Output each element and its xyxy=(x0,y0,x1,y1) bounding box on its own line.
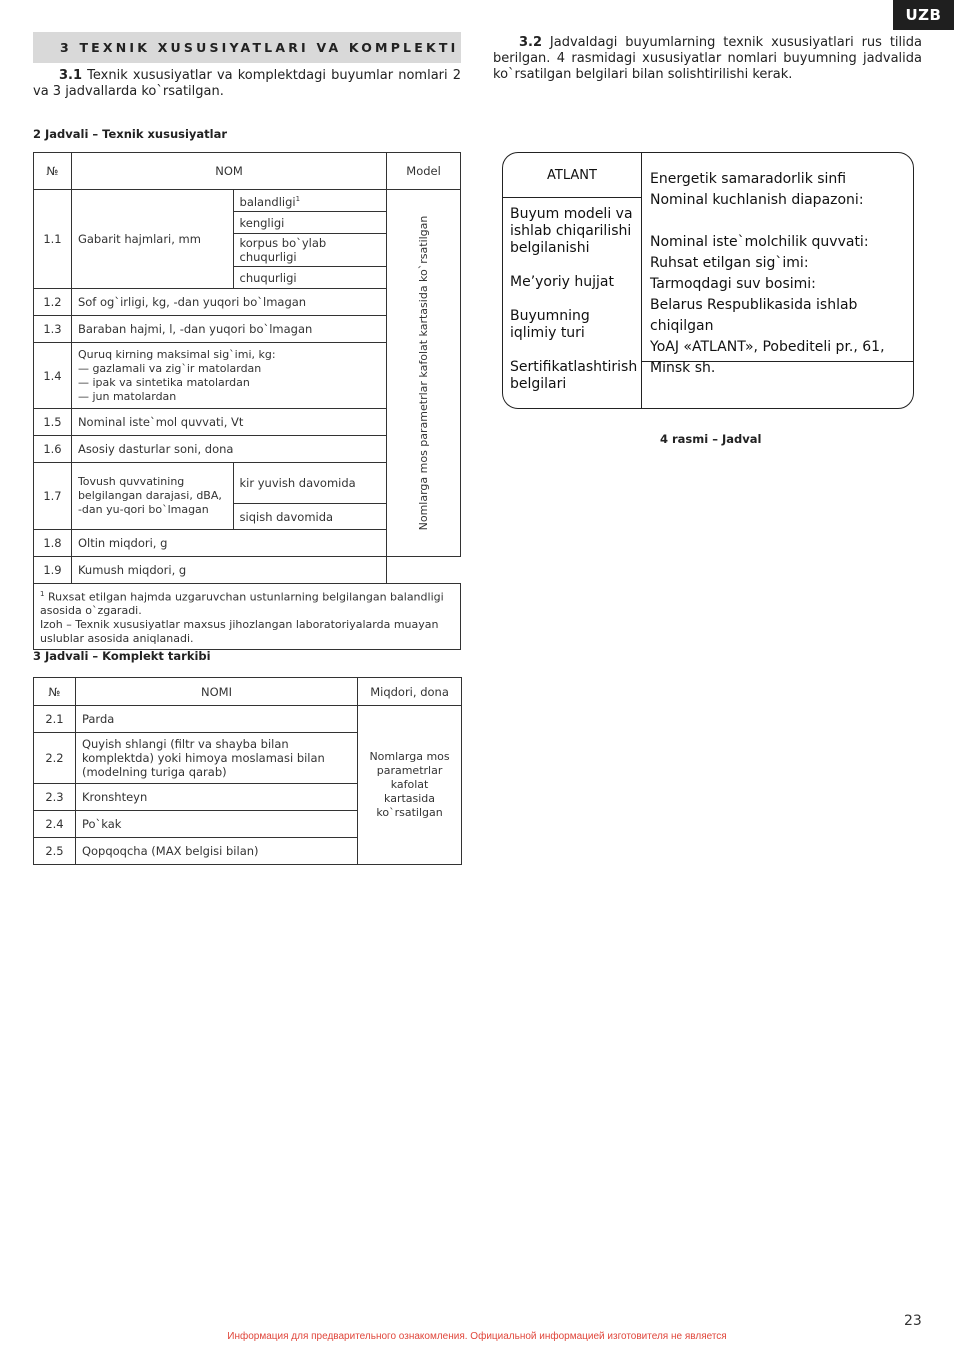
table-row xyxy=(34,190,461,212)
label-left-item: Buyumning iqlimiy turi xyxy=(510,308,590,341)
header-quantity: Miqdori, dona xyxy=(358,678,462,706)
label-right-line: Energetik samaradorlik sinfi xyxy=(650,171,847,187)
paragraph-number: 3.1 xyxy=(59,68,83,83)
paragraph-3-1 xyxy=(33,68,461,100)
row-name: Kronshteyn xyxy=(75,784,357,811)
row-number: 2.1 xyxy=(34,706,76,733)
product-label-figure xyxy=(502,152,914,409)
table-row xyxy=(34,557,461,584)
label-brand: ATLANT xyxy=(503,153,641,198)
header-name: NOMI xyxy=(75,678,357,706)
header-number: № xyxy=(34,678,76,706)
label-right-line: Tarmoqdagi suv bosimi: xyxy=(650,276,816,292)
footnote-body: Ruxsat etilgan hajmda uzgaruvchan ustunlarning belgilangan balandligi asosida o`zgaradi. xyxy=(40,590,444,618)
kit-contents-table xyxy=(33,677,462,865)
row-number: 1.5 xyxy=(34,409,72,436)
label-right-line: Nominal kuchlanish diapazoni: xyxy=(650,192,864,208)
label-right-line: Minsk sh. xyxy=(650,360,716,376)
table-footnote xyxy=(34,584,461,650)
row-name: Nominal iste`mol quvvati, Vt xyxy=(71,409,386,436)
header-model: Model xyxy=(387,153,461,190)
row-name: Qopqoqcha (MAX belgisi bilan) xyxy=(75,838,357,865)
table-header-row xyxy=(34,678,462,706)
paragraph-3-2 xyxy=(493,35,922,83)
technical-specs-table xyxy=(33,152,461,650)
header-number: № xyxy=(34,153,72,190)
table-row xyxy=(34,706,462,733)
row-number: 1.8 xyxy=(34,530,72,557)
row-line: belgilangan darajasi, dBA, xyxy=(77,489,222,502)
label-right-line: YoAJ «ATLANT», Pobediteli pr., 61, xyxy=(650,339,885,355)
label-right-column xyxy=(642,153,913,376)
row-number: 1.3 xyxy=(34,316,72,343)
row-name: Sof og`irligi, kg, -dan yuqori bo`lmagan xyxy=(71,289,386,316)
model-column xyxy=(387,190,461,557)
table-header-row xyxy=(34,153,461,190)
model-note: Nomlarga mos parametrlar kafolat kartasida ko`rsatilgan xyxy=(416,215,430,531)
row-name: Oltin miqdori, g xyxy=(71,530,386,557)
row-number: 2.5 xyxy=(34,838,76,865)
row-number: 1.2 xyxy=(34,289,72,316)
label-left-item: Me’yoriy hujjat xyxy=(510,274,614,290)
row-name: Kumush miqdori, g xyxy=(71,557,386,584)
row-number: 1.6 xyxy=(34,436,72,463)
page-number: 23 xyxy=(904,1313,922,1329)
sub-label: balandligi xyxy=(239,194,296,209)
paragraph-number: 3.2 xyxy=(519,35,543,50)
row-name xyxy=(71,343,386,409)
disclaimer-text: Информация для предварительного ознакомления. Официальной информацией изготовителя не является xyxy=(227,1331,727,1342)
row-line: — gazlamali va zig`ir matolardan xyxy=(77,361,262,375)
row-sub: kir yuvish davomida xyxy=(233,463,387,504)
row-number: 1.7 xyxy=(34,463,72,530)
row-number: 2.2 xyxy=(34,733,76,784)
language-badge: UZB xyxy=(893,0,954,30)
row-sub: korpus bo`ylab chuqurligi xyxy=(233,234,387,267)
label-right-line: Belarus Respublikasida ishlab chiqilgan xyxy=(650,297,858,334)
label-left-item: Sertifikatlashtirish belgilari xyxy=(510,359,638,392)
table-2-caption: 2 Jadvali – Texnik xususiyatlar xyxy=(33,127,228,141)
section-title: 3 TEXNIK XUSUSIYATLARI VA KOMPLEKTI xyxy=(33,32,461,63)
paragraph-text: Jadvaldagi buyumlarning texnik xususiyatlari rus tilida berilgan. 4 rasmidagi xususiyatlar nomlari buyumning jadvalida ko`rsatilgan belgilari bilan solishtirilishi kerak. xyxy=(493,35,922,82)
row-number: 2.3 xyxy=(34,784,76,811)
table-footnote-row xyxy=(34,584,461,650)
row-line: — ipak va sintetika matolardan xyxy=(77,375,250,389)
label-left-item: Buyum modeli va ishlab chiqarilishi belgilanishi xyxy=(510,206,633,256)
table-3-caption: 3 Jadvali – Komplekt tarkibi xyxy=(33,649,211,663)
row-line: -dan yu-qori bo`lmagan xyxy=(77,503,209,516)
row-line: — jun matolardan xyxy=(77,389,177,403)
row-sub: siqish davomida xyxy=(233,504,387,530)
row-number: 1.1 xyxy=(34,190,72,289)
row-name: Po`kak xyxy=(75,811,357,838)
row-sub: chuqurligi xyxy=(233,267,387,289)
row-sub xyxy=(233,190,387,212)
row-name: Gabarit hajmlari, mm xyxy=(71,190,233,289)
footnote-text xyxy=(40,587,454,619)
row-name: Quyish shlangi (filtr va shayba bilan komplektda) yoki himoya moslamasi bilan (modelning turiga qarab) xyxy=(75,733,357,784)
label-left-column xyxy=(503,153,642,408)
quantity-note: Nomlarga mos parametrlar kafolat kartasida ko`rsatilgan xyxy=(358,706,462,865)
footnote-marker: 1 xyxy=(40,589,45,598)
header-name: NOM xyxy=(71,153,386,190)
row-line: Tovush quvvatining xyxy=(77,475,185,488)
figure-4-caption: 4 rasmi – Jadval xyxy=(660,432,762,446)
paragraph-text: Texnik xususiyatlar va komplektdagi buyumlar nomlari 2 va 3 jadvallarda ko`rsatilgan. xyxy=(33,68,461,99)
row-name: Baraban hajmi, l, -dan yuqori bo`lmagan xyxy=(71,316,386,343)
row-sub: kengligi xyxy=(233,212,387,234)
row-name: Asosiy dasturlar soni, dona xyxy=(71,436,386,463)
row-name: Parda xyxy=(75,706,357,733)
table-note: Izoh – Texnik xususiyatlar maxsus jihozlangan laboratoriyalarda muayan uslublar asosida aniqlanadi. xyxy=(40,618,439,646)
row-number: 1.4 xyxy=(34,343,72,409)
footnote-marker: 1 xyxy=(295,195,301,204)
row-number: 1.9 xyxy=(34,557,72,584)
row-number: 2.4 xyxy=(34,811,76,838)
row-name xyxy=(71,463,233,530)
row-line: Quruq kirning maksimal sig`imi, kg: xyxy=(77,347,276,361)
label-right-line: Nominal iste`molchilik quvvati: xyxy=(650,234,869,250)
label-right-line: Ruhsat etilgan sig`imi: xyxy=(650,255,809,271)
